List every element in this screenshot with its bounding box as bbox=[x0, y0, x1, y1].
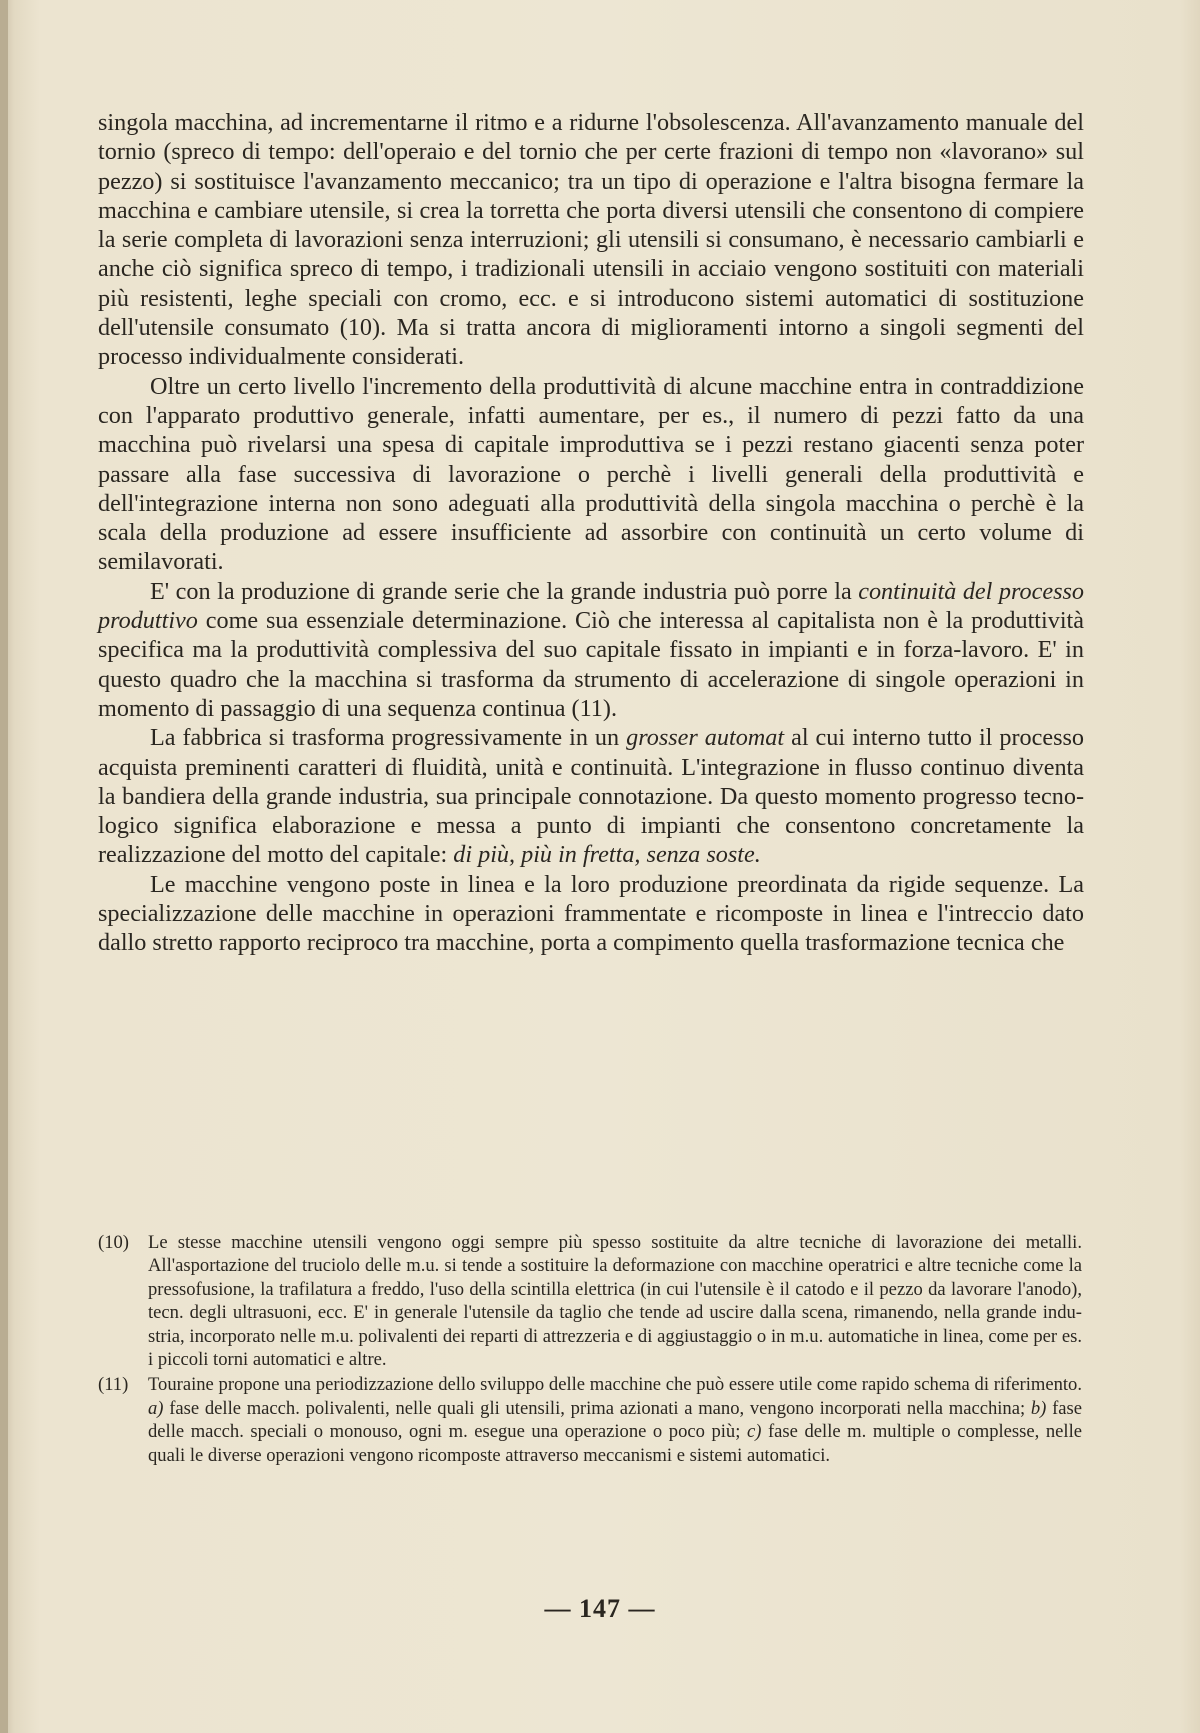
emphasis-motto: di più, più in fretta, senza soste. bbox=[453, 841, 761, 869]
footnote-number: (10) bbox=[98, 1232, 129, 1253]
paragraph-1: singola macchina, ad incrementarne il ritmo e a ridurne l'obsolescenza. All'avanzamento manuale del tornio (spreco di tempo: dell'operaio e del tornio che per certe frazioni di tempo non «lavorano» sul pezzo) si sostituisce l'avanzamento meccanico; tra un tipo di operazione e l'altra bisogna fermare la macchina e cambiare utensile, si crea la torretta che porta diversi utensili che consentono di compiere la serie completa di lavorazioni senza interruzioni; gli utensili si consumano, è necessario cambiarli e anche ciò significa spreco di tempo, i tradizionali utensili in acciaio vengono sostituiti con materiali più resistenti, leghe speciali con cromo, ecc. e si introducono sistemi automatici di sostituzione dell'utensile consumato (10). Ma si tratta ancora di miglioramenti intorno a singoli segmenti del processo individualmente considerati. bbox=[98, 109, 1084, 371]
paragraph-3: E' con la produzione di grande serie che la grande industria può porre la continuità del processo produttivo come sua essenziale determinazione. Ciò che interessa al capitalista non è la produttività specifica ma la produttività complessiva del suo capitale fissato in impianti e in forza-lavoro. E' in questo quadro che la macchina si trasforma da strumento di accelerazione di singole operazioni in momento di passaggio di una sequenza continua (11). bbox=[98, 577, 1084, 722]
footnote-text: Touraine propone una periodizzazione dello sviluppo delle macchine che può essere utile come rapido schema di riferimento. a) fase delle macch. polivalenti, nelle quali gli utensili, prima azionati a mano, vengono incorporati nella macchina; b) fase delle macch. speciali o monouso, ogni m. esegue una operazione o poco più; c) fase delle m. multiple o complesse, nelle quali le diverse operazioni vengono ricomposte attraverso meccanismi e sistemi automatici. bbox=[148, 1374, 1083, 1466]
paragraph-5: Le macchine vengono poste in linea e la loro produzione preordinata da rigide sequenze. La specializzazione delle macchine in operazioni frammentate e ricomposte in linea e l'intreccio dato dallo stretto rapporto reciproco tra macchine, porta a compimento quella trasformazione tecnica che bbox=[98, 870, 1084, 957]
footnote-10 bbox=[98, 1231, 1082, 1371]
footnotes bbox=[98, 1231, 1082, 1469]
main-text bbox=[98, 108, 1084, 958]
emphasis-continuity: continuità del processo produttivo bbox=[98, 577, 1084, 635]
paragraph-4: La fabbrica si trasforma progressivamente in un grosser automat al cui interno tutto il processo acquista preminenti caratteri di fluidità, unità e continuità. L'integrazione in flusso continuo diventa la bandiera della grande industria, sua principale connotazione. Da questo momento progresso tecnologico significa elaborazione e messa a punto di impianti che consentono concretamente la realizzazione del motto del capitale: di più, più in fretta, senza soste. bbox=[98, 724, 1085, 869]
footnote-number: (11) bbox=[98, 1374, 129, 1396]
footnote-text: Le stesse macchine utensili vengono oggi sempre più spesso sostituite da altre tecniche di lavorazione dei metalli. All'asportazione del truciolo delle m.u. si tende a sostituire la deformazione con macchine operatrici e altre tecniche come la pressofusione, la trafilatura a freddo, l'uso della scintilla elettrica (in cui l'utensile è il catodo e il pezzo da lavorare l'anodo), tecn. degli ultrasuoni, ecc. E' in generale l'utensile da taglio che tende ad uscire dalla scena, rimanendo, nella grande industria, incorporato nelle m.u. polivalenti dei reparti di attrezzeria e di aggiustaggio o in m.u. automatiche in linea, come per es. i piccoli torni automatici e altre. bbox=[148, 1232, 1082, 1371]
footnote-11 bbox=[98, 1373, 1082, 1467]
emphasis-grosser-automat: grosser automat bbox=[626, 724, 785, 752]
binding-edge bbox=[0, 0, 8, 1733]
page-number: — 147 — bbox=[544, 1594, 656, 1623]
paragraph-2: Oltre un certo livello l'incremento della produttività di alcune macchine entra in contraddizione con l'apparato produttivo generale, infatti aumentare, per es., il numero di pezzi fatto da una macchina può rivelarsi una spesa di capitale improduttiva se i pezzi restano giacenti senza poter passare alla fase successiva di lavorazione o perchè i livelli generali della produttività e dell'integrazione interna non sono adeguati alla produttività della singola macchina o perchè è la scala della produzione ad essere insufficiente ad assorbire con continuità un certo volume di semilavorati. bbox=[98, 372, 1084, 576]
